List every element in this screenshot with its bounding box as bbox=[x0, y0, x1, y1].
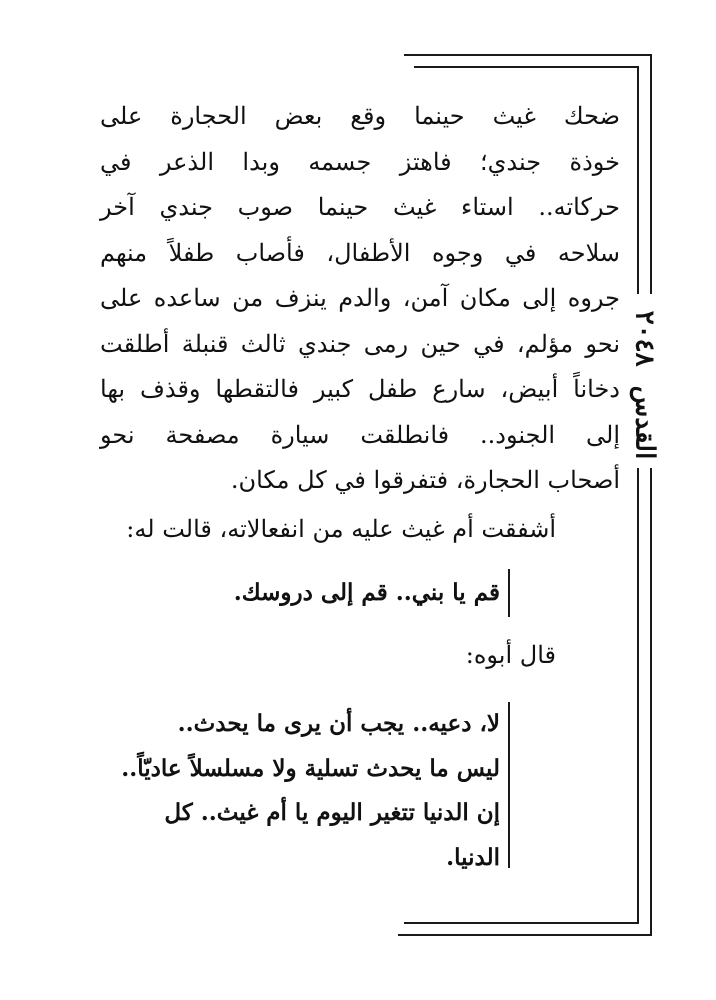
father-quote-line: إن الدنيا تتغير اليوم يا أم غيث.. كل bbox=[164, 799, 500, 826]
father-quote-line: ليس ما يحدث تسلية ولا مسلسلاً عاديّاً.. bbox=[121, 754, 500, 782]
paragraph-line: حركاته.. استاء غيث حينما صوب جندي آخر bbox=[100, 193, 620, 221]
narrative-paragraph bbox=[100, 94, 620, 504]
father-quote bbox=[121, 702, 510, 871]
frame-inner-top bbox=[414, 66, 638, 68]
paragraph-line: جروه إلى مكان آمن، والدم ينزف من ساعده على bbox=[100, 284, 620, 312]
paragraph-line: خوذة جندي؛ فاهتز جسمه وبدا الذعر في bbox=[100, 147, 620, 176]
side-title-city: القدس bbox=[629, 385, 660, 460]
mother-intro: أشفقت أم غيث عليه من انفعالاته، قالت له: bbox=[126, 515, 556, 543]
paragraph-line: سلاحه في وجوه الأطفال، فأصاب طفلاً منهم bbox=[100, 238, 620, 267]
father-quote-line: لا، دعيه.. يجب أن يرى ما يحدث.. bbox=[177, 710, 500, 737]
mother-quote bbox=[170, 569, 510, 617]
paragraph-line: دخاناً أبيض، سارع طفل كبير فالتقطها وقذف بها bbox=[100, 375, 620, 403]
frame-outer-right-bottom bbox=[650, 468, 652, 936]
side-running-title bbox=[612, 310, 676, 460]
frame-outer-right bbox=[650, 54, 652, 294]
paragraph-line: ضحك غيث حينما وقع بعض الحجارة على bbox=[100, 102, 620, 130]
father-quote-line: الدنيا. bbox=[446, 843, 500, 871]
paragraph-line: أصحاب الحجارة، فتفرقوا في كل مكان. bbox=[230, 466, 620, 494]
frame-outer-bottom bbox=[398, 934, 652, 936]
side-title-year: ٢٠٤٨ bbox=[629, 310, 660, 367]
frame-outer-top bbox=[404, 54, 650, 56]
paragraph-line: نحو مؤلم، في حين رمى جندي ثالث قنبلة أطلقت bbox=[100, 329, 620, 358]
paragraph-line: إلى الجنود.. فانطلقت سيارة مصفحة نحو bbox=[100, 420, 620, 449]
mother-quote-text: قم يا بني.. قم إلى دروسك. bbox=[233, 579, 500, 606]
frame-inner-bottom bbox=[404, 922, 639, 924]
frame-inner-right-bottom bbox=[637, 468, 639, 922]
father-intro: قال أبوه: bbox=[465, 641, 556, 669]
frame-inner-right bbox=[637, 66, 639, 294]
